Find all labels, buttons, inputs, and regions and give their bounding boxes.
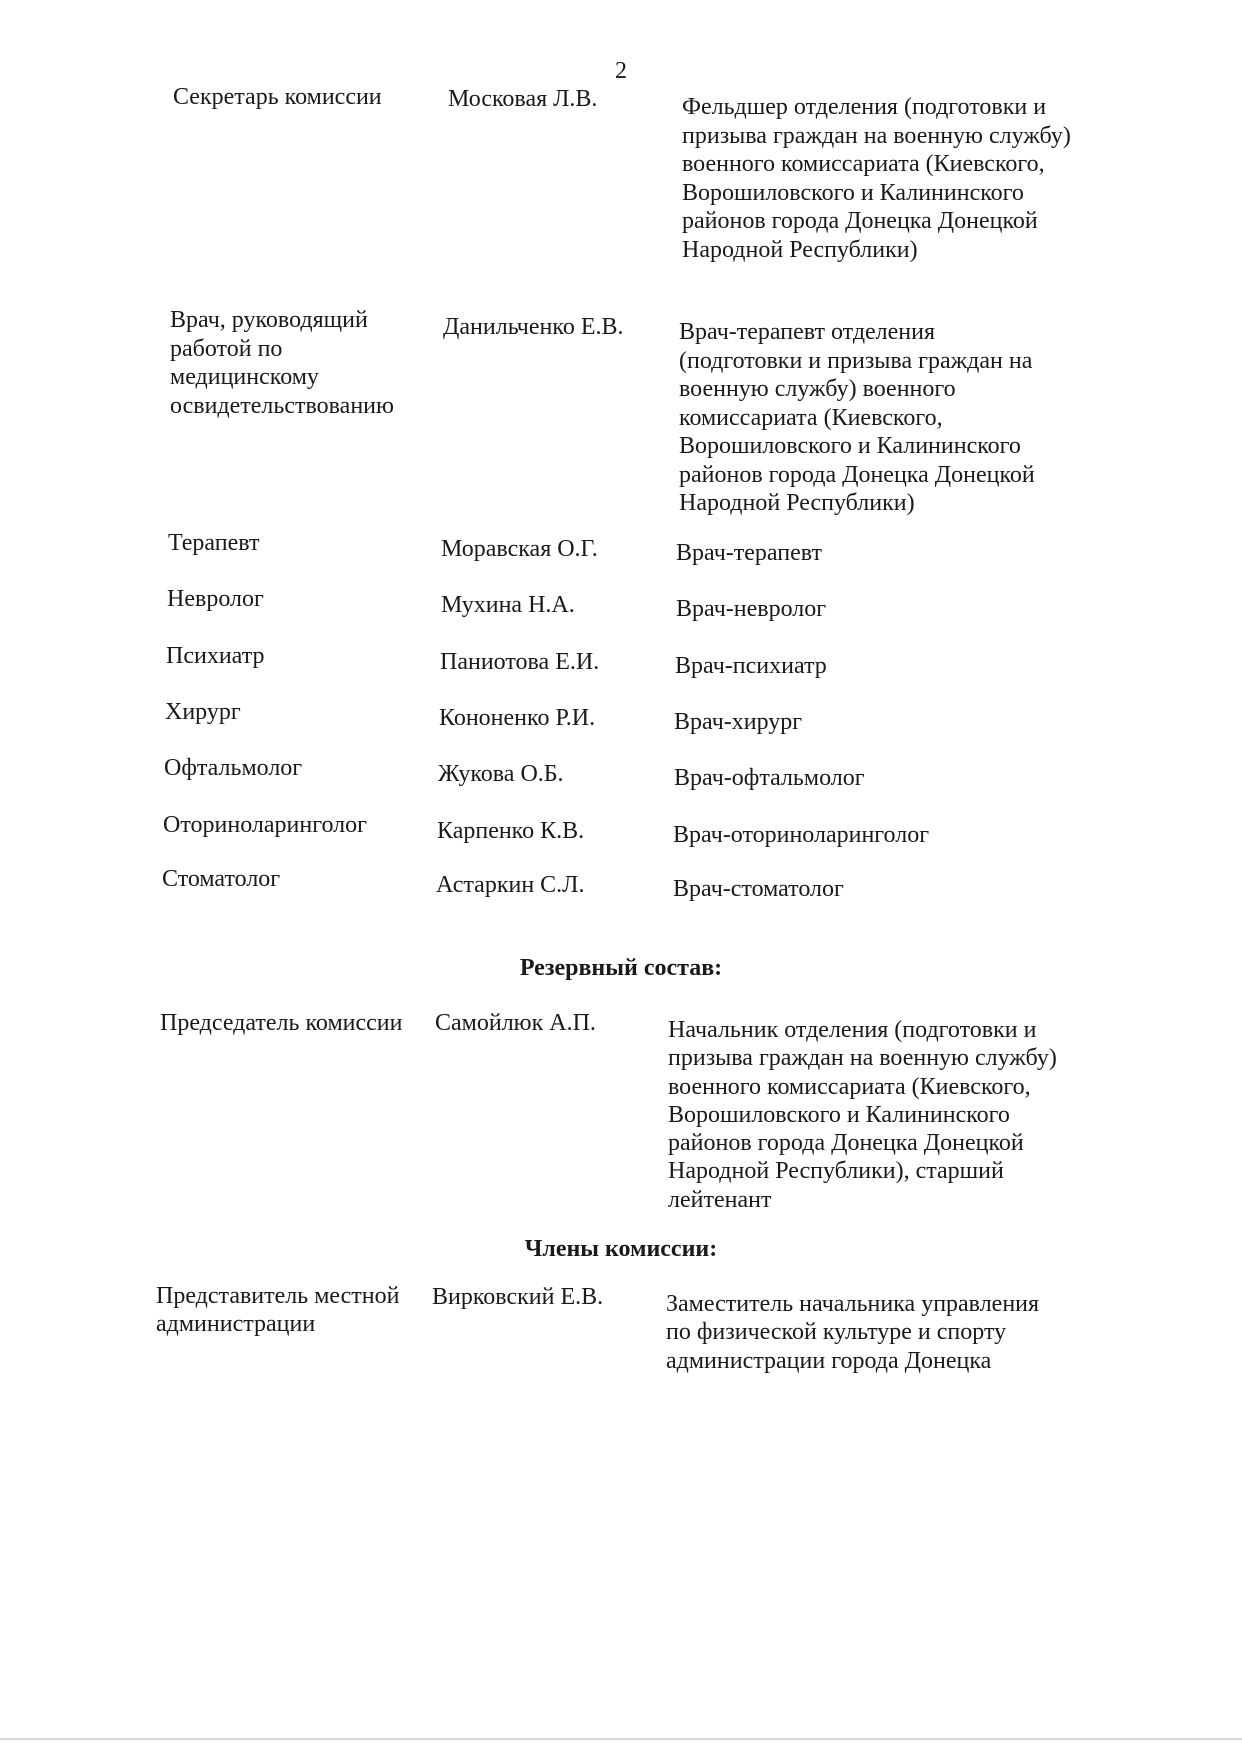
member-position: Врач-терапевт отделения (подготовки и призыва граждан на военную службу) военного комиссариата (Киевского, Ворошиловского и Калининского районов города Донецка Донецкой Народной Республики) xyxy=(679,319,1035,516)
member-role: Хирург xyxy=(165,699,241,725)
member-name: Кононенко Р.И. xyxy=(439,705,596,731)
member-name: Астаркин С.Л. xyxy=(436,872,585,898)
member-name: Жукова О.Б. xyxy=(438,761,564,787)
member-role: Стоматолог xyxy=(162,866,281,892)
member-name: Паниотова Е.И. xyxy=(440,649,600,675)
member-position: Врач-оториноларинголог xyxy=(673,822,930,848)
member-role: Представитель местной администрации xyxy=(156,1283,400,1337)
member-position: Фельдшер отделения (подготовки и призыва граждан на военную службу) военного комиссариата (Киевского, Ворошиловского и Калининского районов города Донецка Донецкой Народной Республики) xyxy=(682,94,1071,263)
member-name: Данильченко Е.В. xyxy=(443,314,624,340)
member-role: Оториноларинголог xyxy=(163,812,367,838)
member-name: Мухина Н.А. xyxy=(441,592,575,618)
member-position: Начальник отделения (подготовки и призыва граждан на военную службу) военного комиссариата (Киевского, Ворошиловского и Калининского районов города Донецка Донецкой Народной Республики), старший лейтенант xyxy=(668,1017,1057,1213)
member-name: Вирковский Е.В. xyxy=(432,1284,604,1310)
member-position: Врач-хирург xyxy=(674,709,803,735)
member-position: Врач-невролог xyxy=(676,596,827,622)
member-position: Заместитель начальника управления по физической культуре и спорту администрации города Донецка xyxy=(666,1291,1040,1374)
member-role: Председатель комиссии xyxy=(160,1010,403,1036)
member-position: Врач-терапевт xyxy=(676,540,822,566)
member-role: Терапевт xyxy=(168,530,260,556)
member-position: Врач-офтальмолог xyxy=(674,765,865,791)
member-position: Врач-психиатр xyxy=(675,653,827,679)
member-role: Психиатр xyxy=(166,643,265,669)
members-heading: Члены комиссии: xyxy=(524,1236,718,1262)
member-role: Секретарь комиссии xyxy=(173,84,382,110)
member-role: Невролог xyxy=(167,586,264,612)
member-role: Офтальмолог xyxy=(164,755,303,781)
member-name: Карпенко К.В. xyxy=(437,818,585,844)
member-name: Самойлюк А.П. xyxy=(435,1010,596,1036)
member-role: Врач, руководящий работой по медицинскому освидетельствованию xyxy=(170,307,394,419)
reserve-heading: Резервный состав: xyxy=(519,955,723,981)
member-name: Моравская О.Г. xyxy=(441,536,598,562)
member-position: Врач-стоматолог xyxy=(673,876,844,902)
member-name: Московая Л.В. xyxy=(448,86,598,112)
page-number: 2 xyxy=(615,58,627,84)
scan-edge xyxy=(0,1738,1242,1740)
